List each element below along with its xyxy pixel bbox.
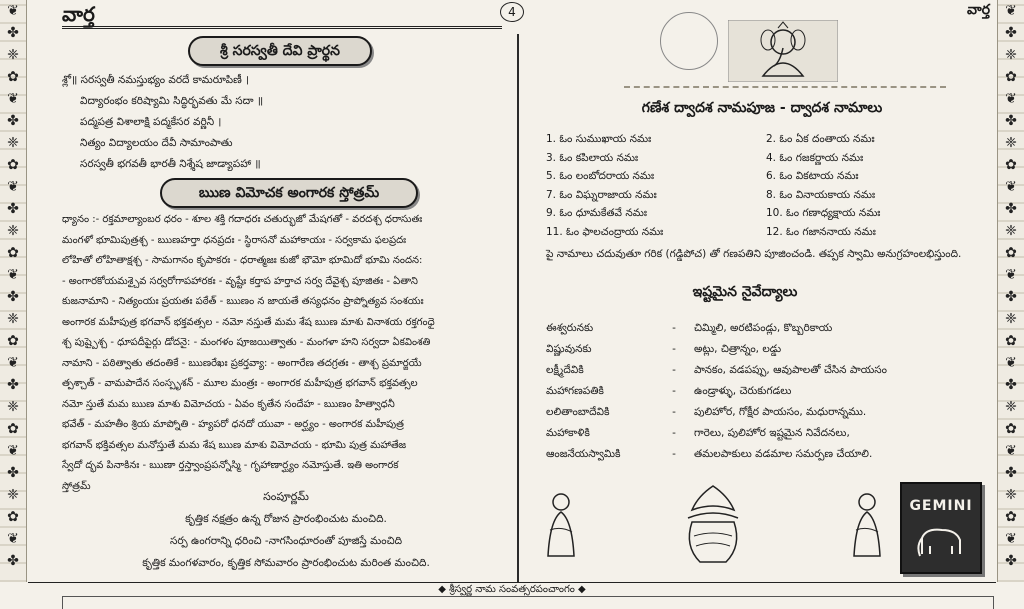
column-divider xyxy=(517,34,519,582)
masthead-right: వార్త xyxy=(967,2,990,18)
border-motif-icon: ❈ xyxy=(1005,399,1017,415)
offering-row xyxy=(546,360,986,381)
kalasam-pot-illustration xyxy=(678,484,748,570)
footer-tagline: ◆ శ్రీస్వర్ణ నామ సంవత్సరపంచాంగం ◆ xyxy=(28,582,996,597)
offering-dash: - xyxy=(672,448,676,460)
offering-dash: - xyxy=(672,427,676,439)
stotram-line: మంగళో భూమిపుత్రశ్చ - ఋణహర్తా ధనప్రదః - స్థిరాసనో మహాకాయః - సర్వకామ ఫలప్రదః xyxy=(62,234,407,246)
gemini-brand: GEMINI xyxy=(909,498,973,514)
prayer-verse xyxy=(62,70,502,175)
footer-rule xyxy=(62,596,994,609)
border-motif-icon: ❦ xyxy=(7,443,19,459)
offering-dash: - xyxy=(672,322,676,334)
border-motif-icon: ✤ xyxy=(7,465,19,481)
prayer-line: విద్యారంభం కరిష్యామి సిద్ధిర్భవతు మే సదా ॥ xyxy=(80,95,264,107)
offering-items: అట్లు, చిత్రాన్నం, లడ్డు xyxy=(694,343,782,355)
border-motif-icon: ✤ xyxy=(1005,201,1017,217)
prayer-line: నిత్యం విద్యాలయం దేవీ సామాంపాతు xyxy=(80,137,233,149)
offering-deity: విష్ణువునకు xyxy=(546,343,592,355)
name-item: 9. ఓం ధూమకేతవే నమః xyxy=(546,207,647,219)
name-item: 3. ఓం కపిలాయ నమః xyxy=(546,151,639,164)
border-motif-icon: ❈ xyxy=(7,223,19,239)
border-motif-icon: ❦ xyxy=(1005,267,1017,283)
prayer-line: శ్లో॥ సరస్వతీ నమస్తుభ్యం వరదే కామరూపిణీ । xyxy=(62,74,250,86)
border-motif-icon: ❦ xyxy=(1005,3,1017,19)
stotram-line: శ్చ పుష్పైశ్చ - ధూపదీపైర్గు డోదనై: - మంగళం పూజయిత్వాతు - మంగళా హని సర్వదా ఏకవింశతి xyxy=(62,337,431,348)
closing-title: సంపూర్ణమ్ xyxy=(263,490,309,503)
offering-deity: ఆంజనేయస్వామికి xyxy=(546,448,621,460)
border-motif-icon: ✿ xyxy=(7,333,19,349)
border-motif-icon: ❈ xyxy=(1005,311,1017,327)
offering-row xyxy=(546,423,986,444)
names-row xyxy=(546,223,986,242)
border-motif-icon: ❦ xyxy=(7,267,19,283)
border-motif-icon: ✤ xyxy=(7,201,19,217)
border-motif-icon: ❈ xyxy=(7,487,19,503)
border-motif-icon: ✤ xyxy=(7,553,19,569)
stotram-line: స్వేదో ద్భవ పినాకినః - ఋణా ర్తస్త్వాంప్రపన్నోస్మి - గృహాణార్ఘ్యం నమోస్తుతే. ఇతి అంగారక xyxy=(62,460,399,471)
border-motif-icon: ✿ xyxy=(7,421,19,437)
border-motif-icon: ❈ xyxy=(1005,223,1017,239)
border-motif-icon: ✿ xyxy=(7,157,19,173)
woman-figure-illustration xyxy=(536,490,586,560)
stotram-line: - అంగారకోయమశ్చైవ సర్వరోగాపహారకః - వృష్టేః కర్తాప హర్తాచ సర్వ దేవైశ్చ పూజితః - ఏతాని xyxy=(62,275,418,287)
border-motif-icon: ✤ xyxy=(1005,289,1017,305)
border-motif-icon: ✤ xyxy=(1005,25,1017,41)
offering-items: గారెలు, పులిహోర ఇష్టమైన నివేదనలు, xyxy=(694,427,850,439)
name-item: 1. ఓం సుముఖాయ నమః xyxy=(546,133,652,145)
name-item: 7. ఓం విఘ్నరాజాయ నమః xyxy=(546,188,657,201)
border-motif-icon: ❦ xyxy=(1005,91,1017,107)
names-row xyxy=(546,167,986,186)
ganesha-names-list xyxy=(546,130,986,241)
border-motif-icon: ✤ xyxy=(1005,553,1017,569)
border-motif-icon: ✤ xyxy=(1005,465,1017,481)
border-motif-icon: ❈ xyxy=(7,47,19,63)
masthead-left: వార్త xyxy=(62,2,502,29)
border-motif-icon: ✿ xyxy=(1005,421,1017,437)
border-motif-icon: ✿ xyxy=(1005,69,1017,85)
border-motif-icon: ❈ xyxy=(7,399,19,415)
border-motif-icon: ✿ xyxy=(1005,157,1017,173)
offering-deity: ఈశ్వరునకు xyxy=(546,322,594,334)
offering-dash: - xyxy=(672,385,676,397)
name-item: 4. ఓం గజకర్ణాయ నమః xyxy=(766,151,864,164)
border-motif-icon: ✤ xyxy=(1005,377,1017,393)
offering-deity: లక్ష్మీదేవికి xyxy=(546,364,584,376)
border-motif-icon: ✤ xyxy=(7,113,19,129)
stotram-line: స్తోత్రమ్ xyxy=(62,480,91,492)
closing-section xyxy=(62,486,510,574)
offering-dash: - xyxy=(672,343,676,355)
offering-deity: మహాకాళికి xyxy=(546,427,590,439)
border-motif-icon: ✤ xyxy=(7,289,19,305)
prayer-line: సరస్వతీ భగవతీ భారతీ నిశ్శేష జాడ్యాపహా ॥ xyxy=(80,158,261,170)
offering-dash: - xyxy=(672,364,676,376)
offering-row xyxy=(546,381,986,402)
border-motif-icon: ❦ xyxy=(7,91,19,107)
border-motif-icon: ✤ xyxy=(7,25,19,41)
stotram-line: లోహితో లోహితాక్షశ్చ - సామగానం కృపాకరః - ధరాత్మజః కుజో భౌమో భూమిదో భూమి నందన: xyxy=(62,255,423,266)
border-motif-icon: ❈ xyxy=(7,311,19,327)
stotram-line: నమో స్తుతే మమ ఋణ మాశు విమోచయ - ఏవం కృతేన సందేహ - ఋణం హిత్వాధనీ xyxy=(62,398,395,410)
name-item: 6. ఓం వికటాయ నమః xyxy=(766,170,859,182)
page-number: 4 xyxy=(500,2,524,22)
border-motif-icon: ✤ xyxy=(1005,113,1017,129)
woman-figure-illustration-right xyxy=(842,490,892,560)
names-row xyxy=(546,186,986,205)
name-item: 8. ఓం వినాయకాయ నమః xyxy=(766,188,876,201)
prayer-line: పద్మపత్ర విశాలాక్షి పద్మకేసర వర్ణినీ । xyxy=(80,116,222,128)
stotram-line: త్పశ్చాత్ - వామపాదేన సంస్పృశన్ - మూల మంత్రః - అంగారక మహీపుత్ర భగవాన్ భక్తవత్సల xyxy=(62,378,418,389)
elephant-icon xyxy=(916,524,966,560)
offering-items: తమలపాకులు వడమాల సమర్పణ చేయాలి. xyxy=(694,448,873,460)
offering-deity: మహాగణపతికి xyxy=(546,385,604,397)
offering-row xyxy=(546,339,986,360)
border-motif-icon: ❈ xyxy=(7,135,19,151)
offering-deity: లలితాంబాదేవికి xyxy=(546,406,610,418)
name-item: 2. ఓం ఏక దంతాయ నమః xyxy=(766,133,875,145)
border-motif-icon: ❈ xyxy=(1005,47,1017,63)
stotram-line: కుజనామాని - నిత్యంయః ప్రయతః పఠేత్ - ఋణం న జాయతే తస్యధనం ప్రాప్నోత్యవ సంశయః xyxy=(62,296,424,307)
ad-stamp-circle xyxy=(660,12,718,70)
border-motif-icon: ✿ xyxy=(1005,333,1017,349)
name-item: 10. ఓం గణాధ్యక్షాయ నమః xyxy=(766,207,881,219)
name-item: 12. ఓం గజాననాయ నమః xyxy=(766,225,876,238)
stotram-line: అంగారక మహీపుత్ర భగవాన్ భక్తవత్సల - నమో నస్తుతే మమ శేష ఋణ మాశు వినాశయ రక్తగంధై xyxy=(62,316,435,328)
offering-row xyxy=(546,318,986,339)
offering-row xyxy=(546,402,986,423)
border-motif-icon: ❦ xyxy=(1005,355,1017,371)
offering-items: పానకం, వడపప్పు, ఆవుపాలతో చేసిన పాయసం xyxy=(694,364,887,376)
names-row xyxy=(546,149,986,168)
offerings-table xyxy=(546,318,986,465)
prayer-title: శ్రీ సరస్వతీ దేవి ప్రార్థన xyxy=(188,36,372,66)
border-motif-icon: ❈ xyxy=(1005,487,1017,503)
border-motif-icon: ❦ xyxy=(7,531,19,547)
offering-items: పులిహోర, గోక్షీర పాయసం, మధురాన్నము. xyxy=(694,406,867,418)
ganesha-names-title: గణేశ ద్వాదశ నామపూజ - ద్వాదశ నామాలు xyxy=(641,100,883,116)
border-motif-icon: ✿ xyxy=(1005,509,1017,525)
closing-line: సర్ప ఉంగరాన్ని ధరించి -నాగసింధూరంతో పూజిస్తే మంచిది xyxy=(169,535,403,547)
stotram-line: భగవాన్ భక్తివత్సల మనోస్తుతే మమ శేష ఋణ మాశు విమోచయ - భూమి పుత్ర మహాతేజ xyxy=(62,439,407,451)
name-item: 11. ఓం ఫాలచంద్రాయ నమః xyxy=(546,225,664,238)
offering-items: ఉండ్రాళ్ళు, చెరుకుగడలు xyxy=(694,385,792,397)
offering-items: చిమ్మిలి, అరటిపండ్లు, కొబ్బరికాయ xyxy=(694,322,833,334)
offerings-title: ఇష్టమైన నైవేద్యాలు xyxy=(692,284,798,300)
stotram-line: ధ్యానం :- రక్తమాల్యాంబర ధరం - శూల శక్తి గదాధరః చతుర్భుజో మేషగతో - వరదశ్చ ధరాసుతః xyxy=(62,214,423,225)
gemini-tea-ad xyxy=(900,482,982,574)
closing-line: కృత్తిక నక్షత్రం ఉన్న రోజున ప్రారంభించుట మంచిది. xyxy=(185,513,387,525)
stotram-title: ఋణ విమోచక అంగారక స్తోత్రమ్ xyxy=(160,178,418,208)
names-note: పై నామాలు చదువుతూ గరిక (గడ్డిపోచ) తో గణపతిని పూజించండి. తప్పక స్వామి అనుగ్రహంలభిస్తుంది. xyxy=(546,248,962,260)
border-motif-icon: ✿ xyxy=(7,509,19,525)
name-item: 5. ఓం లంబోదరాయ నమః xyxy=(546,170,655,182)
names-row xyxy=(546,204,986,223)
border-motif-icon: ✿ xyxy=(1005,245,1017,261)
border-motif-icon: ❦ xyxy=(1005,443,1017,459)
border-motif-icon: ✿ xyxy=(7,245,19,261)
border-motif-icon: ❦ xyxy=(7,3,19,19)
stotram-line: భవేత్ - మహతీం శ్రియ మాప్నోతి - హ్యపరో ధనదో యువా - అర్ఘ్యం - అంగారక మహీపుత్ర xyxy=(62,419,404,430)
border-motif-icon: ✿ xyxy=(7,69,19,85)
border-motif-icon: ❈ xyxy=(1005,135,1017,151)
border-motif-icon: ❦ xyxy=(1005,531,1017,547)
offering-row xyxy=(546,444,986,465)
border-motif-icon: ❦ xyxy=(7,179,19,195)
offering-dash: - xyxy=(672,406,676,418)
stotram-body xyxy=(62,210,510,497)
names-row xyxy=(546,130,986,149)
border-motif-icon: ❦ xyxy=(7,355,19,371)
border-motif-icon: ✤ xyxy=(7,377,19,393)
stotram-line: నామాని - పఠిత్వాతు తదంతికే - ఋణరేఖః ప్రకర్తవ్యా: - అంగారేణ తదగ్రతః - తాశ్చ ప్రమార్జయే xyxy=(62,357,422,369)
closing-line: కృత్తిక మంగళవారం, కృత్తిక సోమవారం ప్రారంభించుట మరింత మంచిది. xyxy=(142,557,430,569)
border-motif-icon: ❦ xyxy=(1005,179,1017,195)
ganesha-illustration xyxy=(728,20,838,82)
